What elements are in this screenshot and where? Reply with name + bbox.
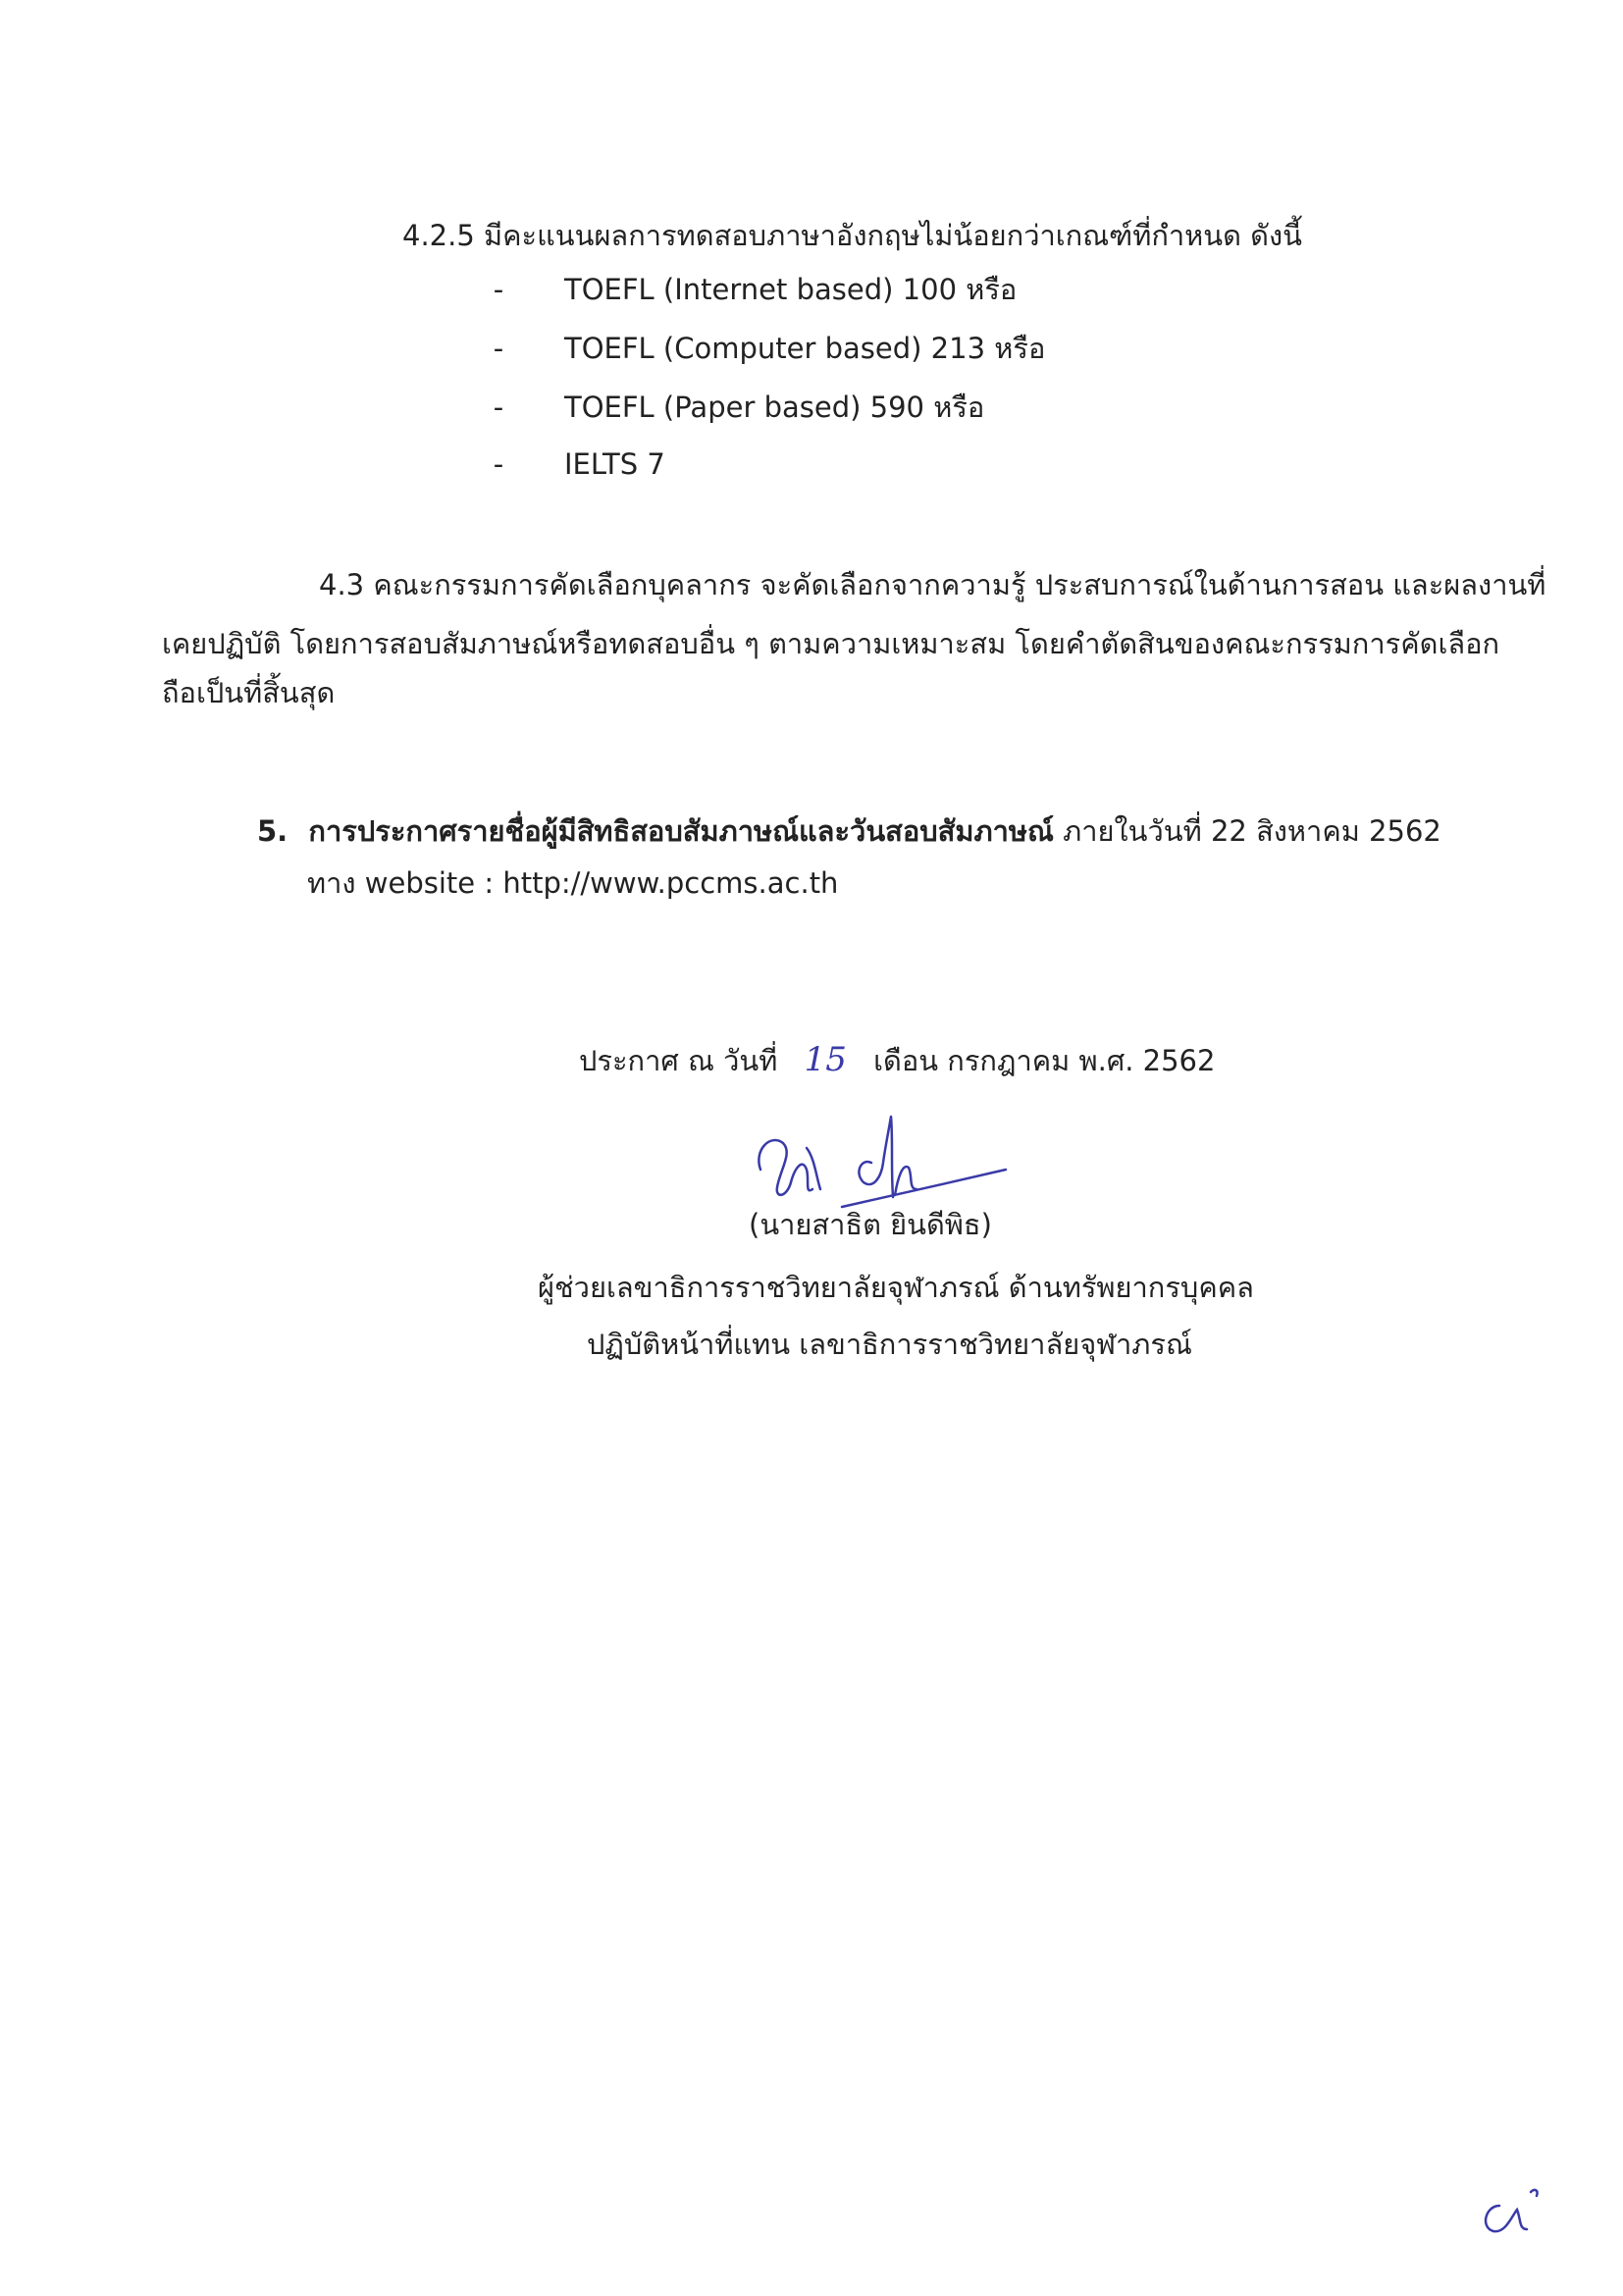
signatory-name: (นายสาธิต ยินดีพิธ) [749,1208,992,1241]
bullet-dash: - [493,332,504,365]
bullet-dash: - [493,391,504,424]
announcement-date [579,1040,1215,1080]
section-5-number: 5. [257,814,288,848]
toefl-internet-item: TOEFL (Internet based) 100 หรือ [564,273,1018,306]
announcement-day: 15 [804,1040,847,1079]
announcement-suffix: เดือน กรกฎาคม พ.ศ. 2562 [873,1044,1216,1077]
section-43-line1: 4.3 คณะกรรมการคัดเลือกบุคลากร จะคัดเลือกจากความรู้ ประสบการณ์ในด้านการสอน และผลงานที่ [319,568,1546,601]
bullet-dash: - [493,447,504,481]
section-5-date: ภายในวันที่ 22 สิงหาคม 2562 [1063,814,1441,848]
section-425-heading: 4.2.5 มีคะแนนผลการทดสอบภาษาอังกฤษไม่น้อยกว่าเกณฑ์ที่กำหนด ดังนี้ [402,219,1302,252]
ielts-item: IELTS 7 [564,447,665,481]
section-5-website: ทาง website : http://www.pccms.ac.th [307,866,839,900]
handwritten-page-mark [1472,2178,1560,2247]
section-43-line3: ถือเป็นที่สิ้นสุด [162,676,336,709]
bullet-dash: - [493,273,504,306]
signature [726,1109,1021,1217]
section-5-line1 [257,811,1441,851]
toefl-paper-item: TOEFL (Paper based) 590 หรือ [564,391,985,424]
section-5-heading: การประกาศรายชื่อผู้มีสิทธิสอบสัมภาษณ์และวันสอบสัมภาษณ์ [308,814,1054,848]
signatory-position-1: ผู้ช่วยเลขาธิการราชวิทยาลัยจุฬาภรณ์ ด้านทรัพยากรบุคคล [538,1271,1254,1304]
announcement-prefix: ประกาศ ณ วันที่ [579,1044,778,1077]
signatory-position-2: ปฏิบัติหน้าที่แทน เลขาธิการราชวิทยาลัยจุฬาภรณ์ [587,1328,1192,1361]
section-43-line2: เคยปฏิบัติ โดยการสอบสัมภาษณ์หรือทดสอบอื่น ๆ ตามความเหมาะสม โดยคำตัดสินของคณะกรรมการคัดเลือก [162,627,1500,660]
toefl-computer-item: TOEFL (Computer based) 213 หรือ [564,332,1046,365]
